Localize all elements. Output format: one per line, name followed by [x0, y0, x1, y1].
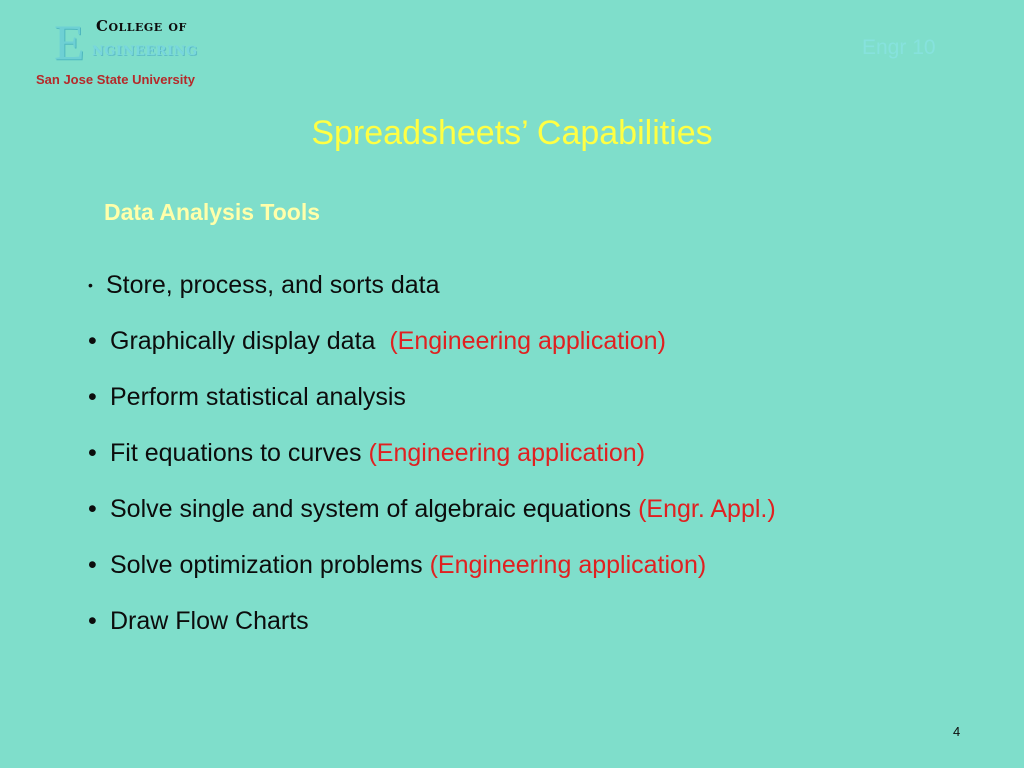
logo-college-text: College of — [96, 17, 187, 35]
bullet-text: Draw Flow Charts — [110, 607, 309, 635]
bullet-text: Solve single and system of algebraic equations — [110, 495, 632, 523]
bullet-mark: • — [88, 327, 97, 355]
bullet-item — [88, 547, 776, 603]
bullet-item — [88, 491, 776, 547]
bullet-item — [88, 379, 776, 435]
slide-title: Spreadsheets’ Capabilities — [311, 114, 713, 152]
bullet-note: (Engineering application) — [389, 327, 666, 355]
bullet-mark: • — [88, 383, 97, 411]
bullet-text: Fit equations to curves — [110, 439, 362, 467]
college-logo — [34, 12, 254, 92]
bullet-note: (Engineering application) — [368, 439, 646, 467]
bullet-list — [88, 267, 776, 659]
bullet-text: Store, process, and sorts data — [106, 271, 440, 299]
logo-initial: E — [54, 14, 85, 70]
bullet-mark: • — [88, 607, 97, 635]
bullet-note: (Engr. Appl.) — [638, 495, 776, 523]
bullet-mark: • — [88, 277, 93, 293]
bullet-item — [88, 323, 776, 379]
logo-engineering-text: ngineering — [92, 38, 198, 60]
bullet-item — [88, 435, 776, 491]
bullet-text: Perform statistical analysis — [110, 383, 406, 411]
bullet-mark: • — [88, 439, 97, 467]
bullet-item — [88, 267, 776, 323]
bullet-note: (Engineering application) — [429, 551, 707, 579]
page-number: 4 — [953, 724, 961, 739]
course-code: Engr 10 — [862, 36, 936, 59]
bullet-item — [88, 603, 776, 659]
bullet-mark: • — [88, 551, 97, 579]
section-subtitle: Data Analysis Tools — [104, 199, 321, 225]
bullet-text: Graphically display data — [110, 327, 376, 355]
university-name: San Jose State University — [36, 72, 195, 87]
bullet-text: Solve optimization problems — [110, 551, 423, 579]
bullet-mark: • — [88, 495, 97, 523]
